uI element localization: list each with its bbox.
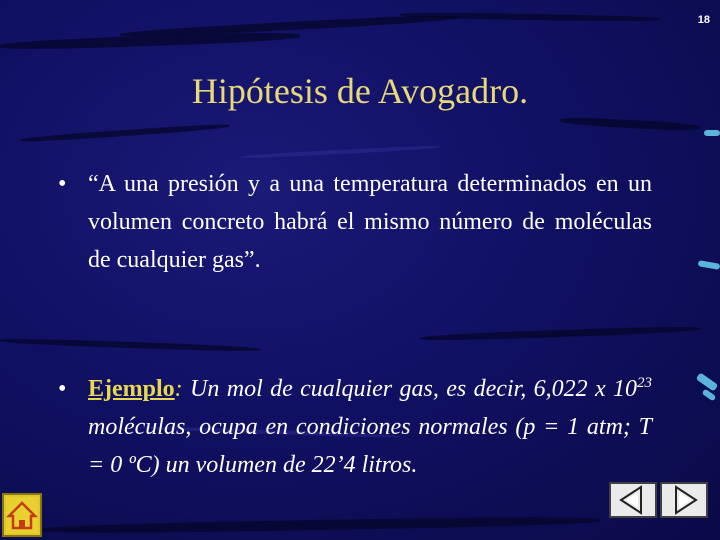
bullet-item: [58, 370, 652, 484]
previous-arrow-icon: [611, 484, 655, 516]
slide-number: 18: [697, 14, 710, 26]
bullet-item: [58, 165, 652, 279]
slide-title: Hipótesis de Avogadro.: [191, 71, 529, 111]
example-text-after: moléculas, ocupa en condiciones normales (p = 1 atm; T = 0 ºC) un volumen de 22’4 litros.: [88, 414, 652, 478]
accent-mark: [696, 372, 719, 391]
background-stroke: [560, 116, 700, 131]
background-stroke: [20, 123, 230, 144]
next-button[interactable]: [660, 482, 708, 518]
accent-mark: [704, 130, 720, 136]
bullet-text: “A una presión y a una temperatura determinados en un volumen concreto habrá el mismo número de moléculas de cualquier gas”.: [88, 171, 652, 273]
bullet-text: [88, 370, 652, 484]
home-icon: [4, 495, 40, 535]
background-stroke: [40, 515, 600, 535]
accent-mark: [702, 389, 717, 402]
example-colon: :: [174, 376, 183, 402]
exponent: 23: [637, 375, 652, 391]
accent-mark: [698, 260, 720, 270]
background-stroke: [240, 145, 440, 159]
bullet-symbol: •: [58, 171, 67, 197]
bullet-symbol: •: [58, 376, 67, 402]
next-arrow-icon: [662, 484, 706, 516]
example-text-before: Un mol de cualquier gas, es decir, 6,022 x 10: [182, 376, 637, 402]
background-stroke: [0, 337, 260, 352]
home-button[interactable]: [2, 493, 42, 537]
example-label: Ejemplo: [88, 376, 175, 402]
background-stroke: [420, 325, 700, 342]
previous-button[interactable]: [609, 482, 657, 518]
